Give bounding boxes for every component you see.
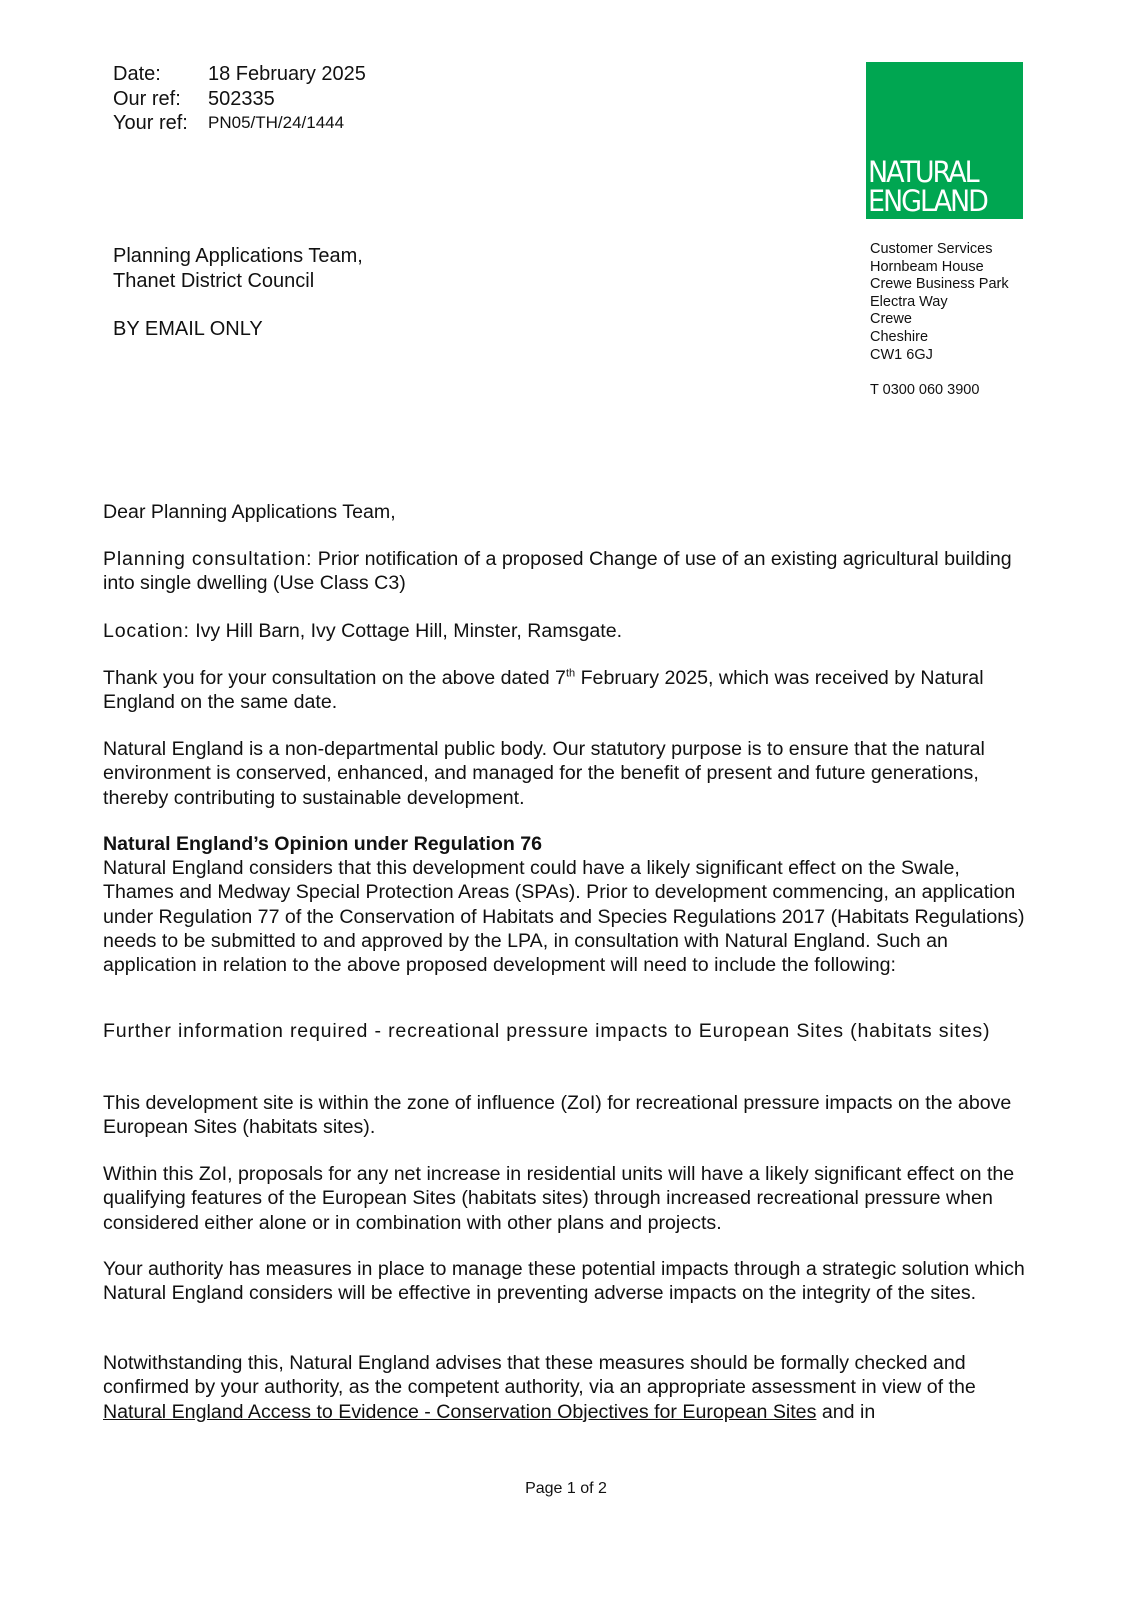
location-text: Ivy Hill Barn, Ivy Cottage Hill, Minster, Ramsgate.	[195, 620, 623, 642]
reference-block	[113, 62, 366, 136]
recipient-line-1: Planning Applications Team,	[113, 245, 363, 267]
opinion-paragraph: Natural England considers that this development could have a likely significant effect on the Swale, Thames and Medway Special Protection Areas (SPAs). Prior to development commencing, an application under Regulation 77 of the Conservation of Habitats and Species Regulations 2017 (Habitats Regulations) needs to be submitted to and approved by the LPA, in consultation with Natural England. Such an application in relation to the above proposed development will need to include the following:	[103, 857, 1025, 977]
zoi-paragraph: This development site is within the zone of influence (ZoI) for recreational pressure impacts on the above European Sites (habitats sites).	[103, 1092, 1012, 1139]
salutation: Dear Planning Applications Team,	[103, 501, 396, 523]
page-number: Page 1 of 2	[525, 1480, 607, 1497]
intro-paragraph: Natural England is a non-departmental public body. Our statutory purpose is to ensure that the natural environment is conserved, enhanced, and managed for the benefit of present and future generations, thereby contributing to sustainable development.	[103, 738, 985, 809]
thanks-paragraph	[103, 666, 1033, 715]
location-label: Location:	[103, 620, 190, 642]
consultation-label: Planning consultation:	[103, 548, 313, 570]
recipient-line-2: Thanet District Council	[113, 269, 315, 292]
delivery-note: BY EMAIL ONLY	[113, 318, 263, 340]
recipient-address	[113, 244, 363, 293]
office-phone: T 0300 060 3900	[870, 382, 980, 398]
notwithstanding-text-post: and in	[821, 1400, 876, 1423]
date-label: Date:	[113, 63, 161, 85]
conservation-objectives-link[interactable]: Natural England Access to Evidence - Conservation Objectives for European Sites	[103, 1400, 817, 1423]
your-ref-value: PN05/TH/24/1444	[208, 113, 345, 132]
office-address	[870, 241, 1009, 364]
consultation-paragraph	[103, 547, 1033, 596]
office-line: Crewe Business Park	[870, 276, 1009, 293]
office-line: Cheshire	[870, 328, 929, 345]
logo-line-1: NATURAL	[868, 155, 978, 189]
your-ref-row	[113, 111, 366, 136]
consultation-text: Prior notification of a proposed Change of use of an existing agricultural building into single dwelling (Use Class C3)	[103, 548, 1012, 595]
thanks-superscript: th	[565, 667, 576, 680]
our-ref-value: 502335	[208, 87, 275, 110]
our-ref-row	[113, 87, 366, 112]
natural-england-logo	[866, 62, 1023, 219]
thanks-text-pre: Thank you for your consultation on the above dated 7	[103, 667, 566, 689]
opinion-heading: Natural England’s Opinion under Regulation 76	[103, 833, 543, 855]
notwithstanding-text-pre: Notwithstanding this, Natural England advises that these measures should be formally checked and confirmed by your authority, as the competent authority, via an appropriate assessment in view of the	[103, 1352, 976, 1399]
location-paragraph	[103, 619, 1033, 643]
logo-line-2: ENGLAND	[868, 184, 987, 218]
date-row	[113, 62, 366, 87]
office-line: Customer Services	[870, 241, 993, 257]
office-line: Electra Way	[870, 293, 948, 310]
measures-paragraph: Your authority has measures in place to manage these potential impacts through a strategic solution which Natural England considers will be effective in preventing adverse impacts on the integrity of the sites.	[103, 1258, 1025, 1305]
date-value: 18 February 2025	[208, 63, 366, 85]
office-line: Crewe	[870, 311, 912, 328]
within-zoi-paragraph: Within this ZoI, proposals for any net increase in residential units will have a likely significant effect on the qualifying features of the European Sites (habitats sites) through increased recreational pressure when considered either alone or in combination with other plans and projects.	[103, 1163, 1015, 1234]
our-ref-label: Our ref:	[113, 87, 181, 110]
your-ref-label: Your ref:	[113, 112, 188, 134]
further-info-heading: Further information required - recreational pressure impacts to European Sites (habitats sites)	[103, 1020, 991, 1042]
thanks-text-post: February 2025, which was received by Natural England on the same date.	[103, 667, 984, 714]
office-line: CW1 6GJ	[870, 346, 933, 363]
notwithstanding-paragraph	[103, 1351, 1033, 1424]
office-line: Hornbeam House	[870, 258, 984, 275]
